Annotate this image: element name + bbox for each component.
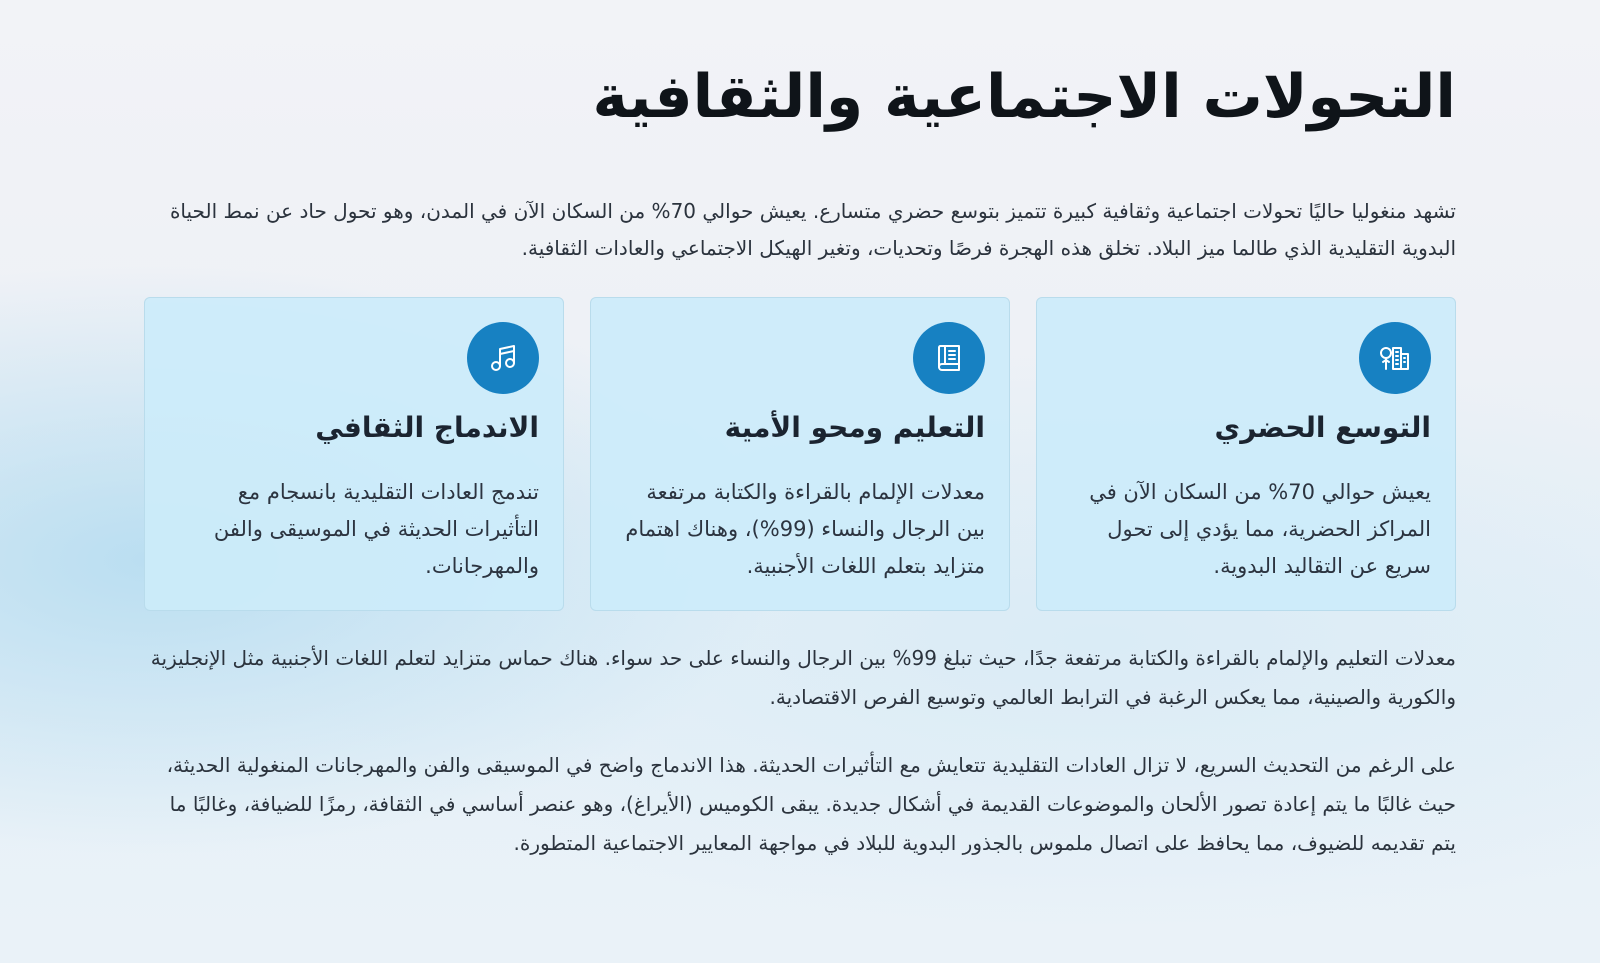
intro-paragraph: تشهد منغوليا حاليًا تحولات اجتماعية وثقافية كبيرة تتميز بتوسع حضري متسارع. يعيش حوالي 70% من السكان الآن في المدن، وهو تحول حاد عن نمط الحياة البدوية التقليدية الذي طالما ميز البلاد. تخلق هذه الهجرة فرصًا وتحديات، وتغير الهيكل الاجتماعي والعادات الثقافية. xyxy=(169,199,1456,260)
card-title: التوسع الحضري xyxy=(1214,411,1431,444)
card-text: معدلات الإلمام بالقراءة والكتابة مرتفعة بين الرجال والنساء (99%)، وهناك اهتمام متزايد بتعلم اللغات الأجنبية. xyxy=(625,480,985,578)
content-page xyxy=(144,0,1456,963)
card-text: تندمج العادات التقليدية بانسجام مع التأثيرات الحديثة في الموسيقى والفن والمهرجانات. xyxy=(213,480,539,578)
card-urbanization xyxy=(1036,297,1456,611)
education-paragraph: معدلات التعليم والإلمام بالقراءة والكتابة مرتفعة جدًا، حيث تبلغ 99% بين الرجال والنساء على حد سواء. هناك حماس متزايد لتعلم اللغات الأجنبية مثل الإنجليزية والكورية والصينية، مما يعكس الرغبة في الترابط العالمي وتوسيع الفرص الاقتصادية. xyxy=(150,646,1456,709)
feature-cards xyxy=(144,297,1456,611)
music-note-icon xyxy=(467,322,539,394)
page-title: التحولات الاجتماعية والثقافية xyxy=(592,62,1456,132)
card-text: يعيش حوالي 70% من السكان الآن في المراكز الحضرية، مما يؤدي إلى تحول سريع عن التقاليد البدوية. xyxy=(1089,480,1431,578)
culture-paragraph: على الرغم من التحديث السريع، لا تزال العادات التقليدية تتعايش مع التأثيرات الحديثة. هذا الاندماج واضح في الموسيقى والفن والمهرجانات المنغولية الحديثة، حيث غالبًا ما يتم إعادة تصور الألحان والموضوعات القديمة في أشكال جديدة. يبقى الكوميس (الأيراغ)، وهو عنصر أساسي في الثقافة، رمزًا للضيافة، وغالبًا ما يتم تقديمه للضيوف، مما يحافظ على اتصال ملموس بالجذور البدوية للبلاد في مواجهة المعايير الاجتماعية المتطورة. xyxy=(166,753,1456,855)
card-title: التعليم ومحو الأمية xyxy=(724,411,985,444)
city-trees-icon xyxy=(1359,322,1431,394)
card-title: الاندماج الثقافي xyxy=(315,411,539,444)
card-cultural-integration xyxy=(144,297,564,611)
card-education xyxy=(590,297,1010,611)
book-icon xyxy=(913,322,985,394)
